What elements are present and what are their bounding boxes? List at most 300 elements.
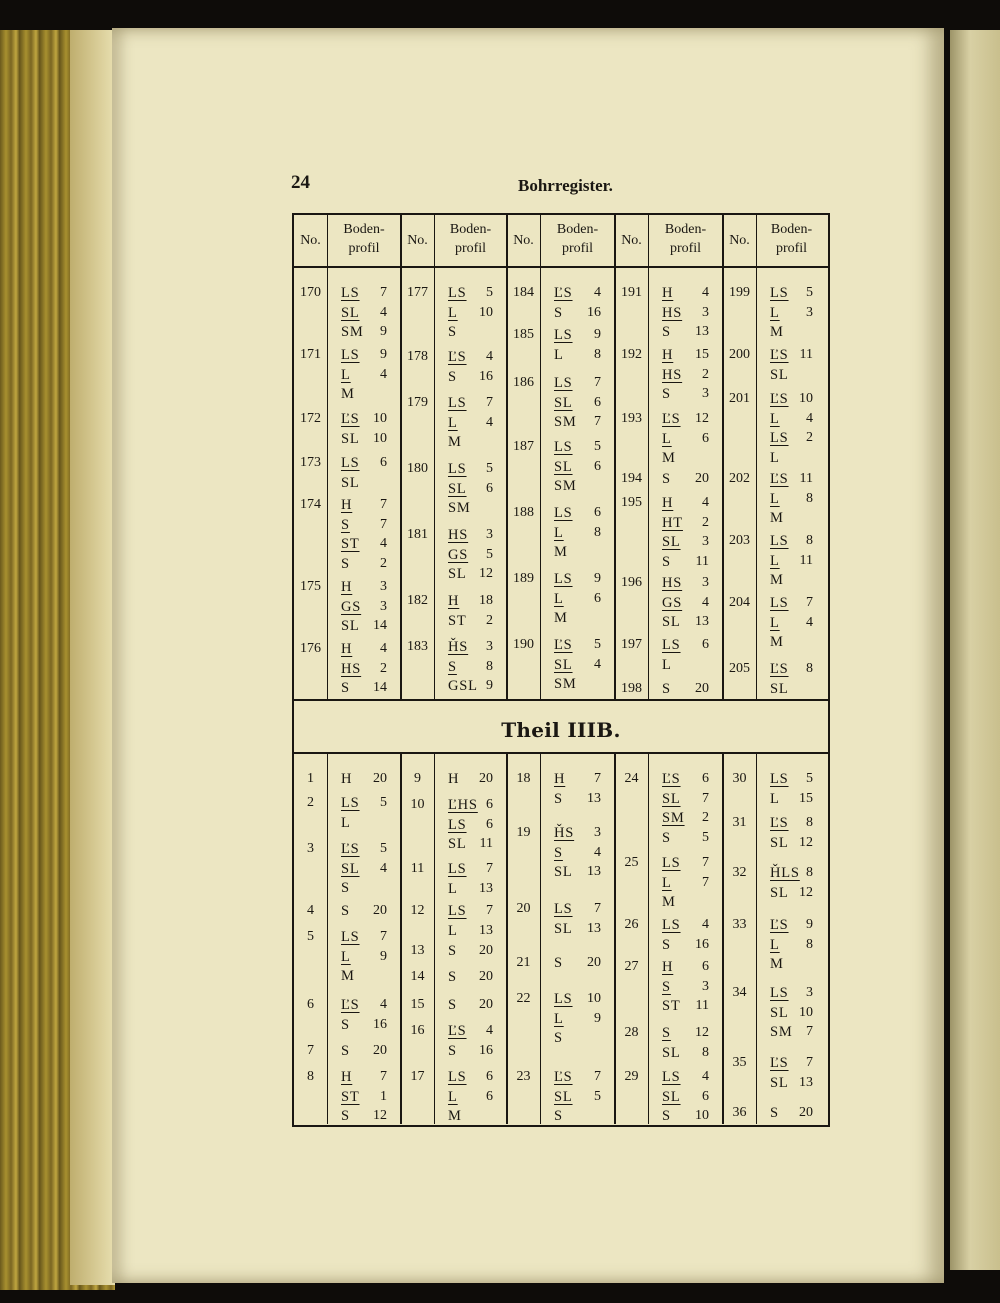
soil-code: ĽHS [448, 797, 478, 813]
depth-value: 5 [380, 795, 387, 810]
entry-number: 23 [516, 1069, 531, 1084]
depth-value: 20 [587, 955, 601, 970]
soil-code: ĽS [662, 771, 681, 787]
depth-value: 4 [806, 614, 813, 630]
entry-number: 182 [407, 593, 428, 608]
entry-number: 35 [732, 1055, 747, 1070]
soil-code: HS [662, 304, 683, 321]
header-bodenprofil: Boden- profil [343, 222, 385, 256]
soil-code: SL [341, 430, 360, 447]
depth-value: 11 [695, 553, 709, 569]
depth-value: 9 [380, 948, 387, 964]
depth-value: 10 [587, 991, 601, 1006]
soil-code: ĽS [662, 411, 681, 427]
depth-value: 13 [587, 864, 601, 879]
entry-number: 30 [732, 771, 747, 786]
soil-code: S [662, 324, 671, 340]
soil-code: HS [448, 527, 469, 543]
entry-number: 187 [513, 439, 534, 454]
depth-value: 7 [380, 929, 387, 944]
soil-code: LS [770, 285, 789, 301]
entry-number: 17 [410, 1069, 425, 1084]
entry-number: 21 [516, 955, 531, 970]
depth-value: 7 [594, 414, 601, 429]
soil-code: L [770, 936, 780, 953]
depth-value: 10 [695, 1108, 709, 1123]
depth-value: 4 [702, 285, 709, 300]
entry-number: 9 [414, 771, 421, 786]
depth-value: 20 [695, 471, 709, 486]
soil-code: LS [770, 533, 789, 549]
depth-value: 4 [486, 1023, 493, 1038]
soil-code: HS [341, 660, 362, 677]
header-no: No. [300, 233, 321, 248]
soil-code: S [341, 1108, 350, 1124]
entry-number: 181 [407, 527, 428, 542]
soil-code: SM [662, 810, 685, 826]
soil-code: LS [448, 903, 467, 919]
soil-code: S [341, 1016, 350, 1033]
soil-code: L [448, 922, 458, 939]
soil-code: SL [554, 920, 573, 937]
soil-code: ĽS [770, 391, 789, 407]
soil-code: ST [448, 612, 467, 629]
depth-value: 6 [702, 771, 709, 786]
depth-value: 4 [702, 1069, 709, 1084]
depth-value: 5 [486, 461, 493, 476]
entry-number: 202 [729, 471, 750, 486]
entry-number: 13 [410, 943, 425, 958]
soil-code: LS [554, 901, 573, 917]
entry-number: 20 [516, 901, 531, 916]
depth-value: 2 [702, 514, 709, 530]
entry-number: 18 [516, 771, 531, 786]
depth-value: 12 [799, 884, 813, 900]
soil-code: LS [448, 1069, 467, 1085]
soil-code: M [770, 572, 784, 588]
depth-value: 7 [594, 1069, 601, 1084]
soil-code: HS [662, 366, 683, 383]
soil-code: LS [770, 430, 789, 446]
depth-value: 2 [486, 612, 493, 628]
depth-value: 11 [479, 836, 493, 851]
depth-value: 12 [799, 834, 813, 850]
soil-code: S [448, 658, 457, 675]
soil-code: ĽS [770, 815, 789, 831]
soil-code: LS [554, 375, 573, 391]
soil-code: SL [554, 1088, 573, 1105]
depth-value: 6 [486, 1088, 493, 1104]
entry-number: 200 [729, 347, 750, 362]
soil-code: SL [554, 458, 573, 475]
depth-value: 9 [806, 917, 813, 932]
depth-value: 3 [594, 825, 601, 840]
entry-number: 19 [516, 825, 531, 840]
depth-value: 16 [479, 368, 493, 384]
soil-code: SL [341, 860, 360, 877]
soil-code: L [770, 790, 780, 807]
depth-value: 3 [806, 304, 813, 320]
depth-value: 7 [594, 771, 601, 786]
soil-code: ST [662, 998, 681, 1014]
entry-number: 190 [513, 637, 534, 652]
soil-code: LS [554, 439, 573, 455]
soil-code: L [770, 410, 780, 427]
depth-value: 4 [702, 495, 709, 510]
soil-code: LS [662, 917, 681, 933]
soil-code: SL [770, 1004, 789, 1021]
entry-number: 198 [621, 681, 642, 696]
soil-code: M [770, 510, 784, 526]
soil-code: SL [341, 618, 360, 634]
depth-value: 15 [799, 790, 813, 806]
soil-code: L [448, 880, 458, 897]
soil-code: S [341, 1043, 350, 1059]
entry-number: 193 [621, 411, 642, 426]
section-rule-bottom [294, 752, 828, 754]
soil-code: ĽS [554, 637, 573, 653]
depth-value: 5 [702, 829, 709, 845]
soil-code: SM [554, 414, 577, 430]
depth-value: 11 [799, 552, 813, 568]
depth-value: 4 [806, 410, 813, 426]
soil-code: L [770, 490, 780, 507]
depth-value: 7 [380, 516, 387, 532]
soil-code: ĽS [770, 347, 789, 363]
soil-code: S [448, 324, 457, 340]
soil-code: L [341, 366, 351, 383]
entry-number: 14 [410, 969, 425, 984]
soil-code: LS [554, 505, 573, 521]
entry-number: 16 [410, 1023, 425, 1038]
depth-value: 20 [479, 943, 493, 958]
entry-number: 27 [624, 959, 639, 974]
depth-value: 9 [380, 324, 387, 339]
soil-code: ĽS [448, 1023, 467, 1039]
entry-number: 33 [732, 917, 747, 932]
depth-value: 6 [594, 505, 601, 520]
soil-code: S [662, 829, 671, 846]
soil-code: ĽS [341, 841, 360, 857]
soil-code: L [770, 614, 780, 631]
soil-code: LS [554, 991, 573, 1007]
soil-code: HT [662, 514, 683, 531]
entry-number: 31 [732, 815, 747, 830]
depth-value: 11 [799, 471, 813, 486]
section-rule-top [294, 699, 828, 701]
depth-value: 6 [702, 959, 709, 974]
soil-code: S [770, 1105, 779, 1121]
soil-code: S [448, 969, 457, 985]
soil-code: M [554, 610, 568, 626]
depth-value: 5 [486, 285, 493, 300]
soil-code: ĽS [770, 1055, 789, 1071]
depth-value: 9 [594, 1010, 601, 1026]
soil-code: L [770, 304, 780, 321]
depth-value: 10 [373, 411, 387, 426]
depth-value: 4 [380, 997, 387, 1012]
depth-value: 3 [380, 579, 387, 594]
soil-code: M [341, 968, 355, 984]
soil-code: SL [662, 1044, 681, 1061]
running-head: Bohrregister. [518, 176, 613, 195]
entry-number: 5 [307, 929, 314, 944]
depth-value: 2 [806, 430, 813, 445]
soil-code: M [770, 956, 784, 972]
depth-value: 3 [702, 386, 709, 401]
depth-value: 20 [373, 1043, 387, 1058]
entry-number: 6 [307, 997, 314, 1012]
soil-code: S [341, 880, 350, 896]
soil-code: SL [662, 614, 681, 630]
depth-value: 20 [695, 681, 709, 696]
depth-value: 20 [799, 1105, 813, 1120]
depth-value: 7 [380, 285, 387, 300]
soil-code: H [662, 285, 674, 301]
soil-code: S [341, 903, 350, 919]
entry-number: 173 [300, 455, 321, 470]
soil-code: ĽS [770, 661, 789, 677]
soil-code: L [448, 1088, 458, 1105]
soil-code: H [448, 771, 460, 787]
soil-code: SL [770, 834, 789, 851]
soil-code: ĽS [554, 285, 573, 301]
soil-code: GSL [448, 678, 478, 694]
soil-code: S [662, 681, 671, 697]
depth-value: 13 [799, 1074, 813, 1090]
depth-value: 3 [486, 639, 493, 654]
facing-page-edge [950, 30, 1000, 1270]
soil-code: LS [770, 771, 789, 787]
depth-value: 5 [594, 637, 601, 652]
depth-value: 6 [486, 797, 493, 812]
depth-value: 7 [594, 901, 601, 916]
soil-code: LS [554, 327, 573, 343]
soil-code: S [662, 471, 671, 487]
depth-value: 8 [806, 661, 813, 676]
soil-code: LS [341, 455, 360, 471]
entry-number: 4 [307, 903, 314, 918]
depth-value: 4 [702, 917, 709, 932]
entry-number: 177 [407, 285, 428, 300]
depth-value: 5 [594, 439, 601, 454]
entry-number: 22 [516, 991, 531, 1006]
depth-value: 7 [486, 861, 493, 876]
entry-number: 183 [407, 639, 428, 654]
depth-value: 14 [373, 618, 387, 633]
soil-code: M [770, 324, 784, 340]
depth-value: 6 [594, 590, 601, 606]
soil-code: SL [770, 366, 789, 383]
depth-value: 13 [587, 920, 601, 936]
depth-value: 4 [594, 656, 601, 672]
depth-value: 13 [587, 790, 601, 806]
entry-number: 171 [300, 347, 321, 362]
soil-code: S [662, 1108, 671, 1124]
soil-code: H [554, 771, 566, 787]
depth-value: 12 [373, 1108, 387, 1123]
depth-value: 5 [594, 1088, 601, 1104]
depth-value: 12 [695, 411, 709, 426]
soil-code: S [662, 936, 671, 953]
header-bodenprofil: Boden- profil [556, 222, 599, 256]
depth-value: 13 [479, 880, 493, 896]
soil-code: LS [770, 595, 789, 611]
depth-value: 7 [806, 595, 813, 610]
soil-code: S [662, 386, 671, 402]
soil-code: SL [662, 1088, 681, 1105]
soil-code: ȞS [554, 825, 575, 841]
section-title: Theil IIIB. [501, 718, 621, 742]
depth-value: 7 [806, 1055, 813, 1070]
soil-code: H [448, 593, 460, 609]
entry-number: 199 [729, 285, 750, 300]
entry-number: 201 [729, 391, 750, 406]
soil-code: GS [341, 598, 362, 615]
soil-code: H [341, 1069, 353, 1085]
depth-value: 3 [806, 985, 813, 1000]
depth-value: 5 [806, 285, 813, 300]
entry-number: 3 [307, 841, 314, 856]
depth-value: 9 [486, 678, 493, 693]
column-divider [540, 215, 541, 699]
soil-code: LS [448, 285, 467, 301]
depth-value: 9 [594, 571, 601, 586]
depth-value: 2 [380, 660, 387, 676]
depth-value: 4 [594, 844, 601, 860]
depth-value: 7 [486, 395, 493, 410]
depth-value: 8 [594, 524, 601, 540]
depth-value: 3 [486, 527, 493, 542]
soil-code: LS [448, 861, 467, 877]
depth-value: 5 [486, 546, 493, 562]
soil-code: L [554, 524, 564, 541]
depth-value: 3 [702, 304, 709, 320]
entry-number: 194 [621, 471, 642, 486]
soil-code: S [554, 790, 563, 807]
soil-code: SL [448, 566, 467, 582]
page-stack-edge [70, 30, 115, 1285]
column-divider [434, 752, 435, 1124]
entry-number: 197 [621, 637, 642, 652]
depth-value: 20 [479, 969, 493, 984]
depth-value: 10 [373, 430, 387, 446]
soil-code: H [341, 641, 353, 657]
soil-code: ĽS [770, 471, 789, 487]
soil-code: M [554, 544, 568, 560]
soil-code: M [662, 894, 676, 910]
soil-code: SL [341, 474, 360, 491]
entry-number: 172 [300, 411, 321, 426]
entry-number: 205 [729, 661, 750, 676]
depth-value: 4 [702, 594, 709, 610]
soil-code: ȞLS [770, 865, 800, 881]
depth-value: 12 [695, 1025, 709, 1040]
column-divider [756, 215, 757, 699]
entry-number: 29 [624, 1069, 639, 1084]
depth-value: 7 [380, 497, 387, 512]
soil-code: S [554, 955, 563, 971]
entry-number: 176 [300, 641, 321, 656]
entry-number: 7 [307, 1043, 314, 1058]
soil-code: S [448, 1042, 457, 1059]
soil-code: LS [341, 929, 360, 945]
depth-value: 13 [695, 614, 709, 629]
depth-value: 16 [373, 1016, 387, 1032]
soil-code: S [662, 553, 671, 570]
entry-number: 203 [729, 533, 750, 548]
soil-code: S [554, 1030, 563, 1046]
soil-code: S [448, 368, 457, 385]
depth-value: 8 [486, 658, 493, 674]
header-no: No. [621, 233, 642, 248]
soil-code: S [448, 997, 457, 1013]
header-no: No. [729, 233, 750, 248]
depth-value: 2 [380, 555, 387, 571]
soil-code: LS [448, 461, 467, 477]
soil-code: H [341, 771, 353, 787]
soil-code: SM [770, 1024, 793, 1040]
header-no: No. [513, 233, 534, 248]
entry-number: 186 [513, 375, 534, 390]
entry-number: 15 [410, 997, 425, 1012]
soil-code: SL [770, 680, 789, 697]
soil-code: L [554, 590, 564, 607]
depth-value: 12 [479, 566, 493, 581]
soil-code: LS [554, 571, 573, 587]
soil-code: L [448, 414, 458, 431]
soil-code: L [662, 874, 672, 891]
depth-value: 6 [486, 816, 493, 832]
entry-number: 184 [513, 285, 534, 300]
soil-code: S [341, 516, 350, 533]
entry-number: 28 [624, 1025, 639, 1040]
column-divider [327, 215, 328, 699]
depth-value: 6 [702, 637, 709, 652]
depth-value: 3 [702, 575, 709, 590]
depth-value: 7 [806, 1024, 813, 1039]
soil-code: S [341, 680, 350, 696]
depth-value: 4 [594, 285, 601, 300]
depth-value: 4 [486, 414, 493, 430]
column-divider [327, 752, 328, 1124]
soil-code: HS [662, 575, 683, 591]
depth-value: 11 [799, 347, 813, 362]
depth-value: 8 [806, 936, 813, 952]
soil-code: LS [448, 395, 467, 411]
column-divider [540, 752, 541, 1124]
soil-code: H [662, 347, 674, 363]
column-divider [648, 752, 649, 1124]
soil-code: M [341, 386, 355, 402]
soil-code: SM [448, 500, 471, 516]
soil-code: H [662, 959, 674, 975]
depth-value: 7 [702, 790, 709, 806]
soil-code: M [662, 450, 676, 466]
soil-code: L [341, 948, 351, 965]
depth-value: 5 [806, 771, 813, 786]
header-bodenprofil: Boden- profil [770, 222, 813, 256]
depth-value: 20 [479, 997, 493, 1012]
depth-value: 16 [695, 936, 709, 952]
soil-code: SL [554, 394, 573, 411]
soil-code: S [554, 304, 563, 321]
soil-code: L [554, 1010, 564, 1027]
soil-code: SM [554, 676, 577, 692]
column-divider [756, 752, 757, 1124]
depth-value: 10 [479, 304, 493, 320]
soil-code: GS [448, 546, 469, 563]
